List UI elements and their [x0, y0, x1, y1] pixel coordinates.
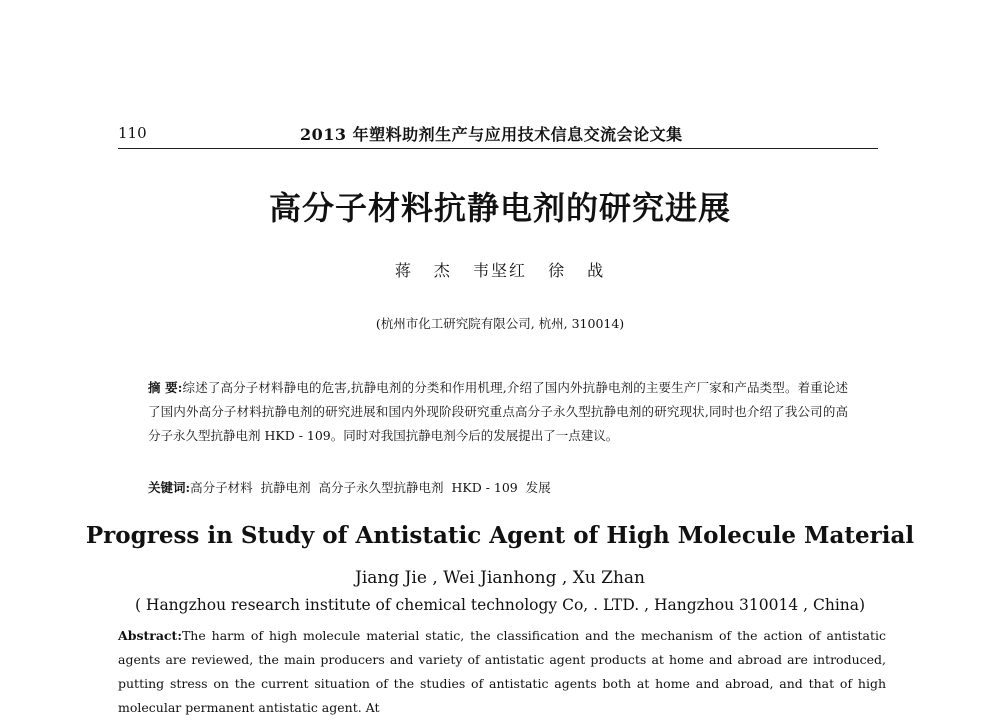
- abstract-cn-text: 综述了高分子材料静电的危害,抗静电剂的分类和作用机理,介绍了国内外抗静电剂的主要生产厂家和产品类型。着重论述了国内外高分子材料抗静电剂的研究进展和国内外现阶段研究重点高分子永久型抗静电剂的研究现状,同时也介绍了我公司的高分子永久型抗静电剂 HKD - 109。同时对我国抗静电剂今后的发展提出了一点建议。: [148, 380, 849, 443]
- abstract-en-label: Abstract:: [118, 628, 182, 643]
- authors-cn: 蒋 杰 韦坚红 徐 战: [394, 261, 606, 280]
- keywords-cn-text: 高分子材料 抗静电剂 高分子永久型抗静电剂 HKD - 109 发展: [190, 480, 551, 495]
- running-header: 2013 年塑料助剂生产与应用技术信息交流会论文集: [300, 125, 683, 144]
- abstract-cn-label: 摘 要:: [148, 380, 183, 395]
- keywords-cn: [148, 478, 551, 496]
- keywords-cn-label: 关键词:: [148, 480, 191, 495]
- abstract-en-text: The harm of high molecule material static, the classification and the mechanism of the action of antistatic agents are reviewed, the main producers and variety of antistatic agent products at home and abroad are introduced, putting stress on the current situation of the studies of antistatic agents both at home and abroad, and that of high molecular permanent antistatic agent. At: [118, 628, 886, 715]
- header-rule: [118, 148, 878, 149]
- paper-title-en: Progress in Study of Antistatic Agent of High Molecule Material: [85, 522, 915, 549]
- affiliation-en: ( Hangzhou research institute of chemical technology Co, . LTD. , Hangzhou 310014 , China): [134, 596, 866, 614]
- paper-title-cn: 高分子材料抗静电剂的研究进展: [268, 189, 731, 227]
- affiliation-cn: (杭州市化工研究院有限公司, 杭州, 310014): [375, 316, 625, 331]
- page-number: 110: [118, 124, 147, 142]
- abstract-cn: [148, 376, 848, 448]
- authors-en: Jiang Jie , Wei Jianhong , Xu Zhan: [355, 568, 645, 588]
- abstract-en: [118, 624, 886, 720]
